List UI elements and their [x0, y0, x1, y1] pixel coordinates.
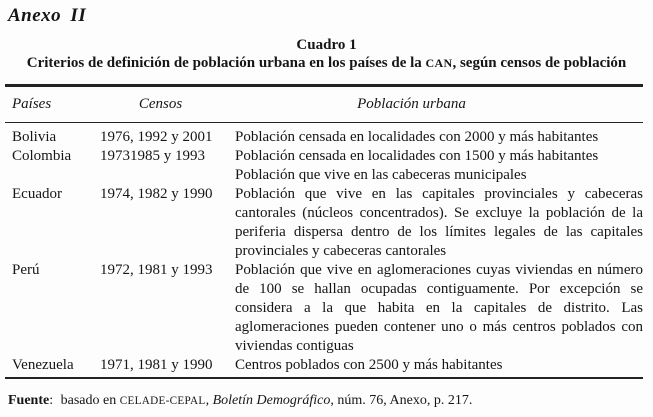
criteria-cell [235, 128, 643, 147]
table-title [0, 55, 653, 72]
criteria-paragraph: Población censada en localidades con 1500 y más habitantes [235, 148, 599, 164]
censuses-cell: 1974, 1982 y 1990 [100, 186, 213, 202]
country-cell: Bolivia [12, 129, 57, 145]
criteria-paragraph: Población que vive en aglomeraciones cuyas viviendas en número de 100 se hallan ocupadas contiguamente. Por excepción se considera a la que habita en la capitales de distrito. Las aglomeraciones pueden contener uno o más centros poblados con viviendas contiguas [235, 262, 643, 354]
table-row-venezuela [5, 356, 643, 375]
source-label: Fuente [8, 393, 50, 408]
table-title-prefix: Criterios de definición de población urbana en los países de la [26, 55, 426, 71]
criteria-cell [235, 261, 643, 356]
table-row-bolivia [5, 128, 643, 147]
table-row-colombia [5, 147, 643, 185]
annex-title: Anexo II [8, 5, 87, 26]
criteria-cell [235, 185, 643, 261]
censuses-cell: 1976, 1992 y 2001 [100, 129, 213, 145]
table-row-peru [5, 261, 643, 356]
column-header-censos: Censos [138, 96, 183, 112]
column-header-paises: Países [12, 96, 52, 112]
censuses-cell: 1971, 1981 y 1990 [100, 357, 213, 373]
country-cell: Ecuador [12, 186, 62, 202]
criteria-cell [235, 147, 643, 185]
criteria-table [5, 84, 643, 379]
country-cell: Perú [12, 262, 40, 278]
table-header-row [5, 87, 643, 123]
source-publication: Boletín Demográfico [212, 393, 331, 408]
source-comma: , [205, 393, 213, 408]
criteria-paragraph: Centros poblados con 2500 y más habitantes [235, 357, 503, 373]
table-title-suffix: , según censos de población [452, 55, 627, 71]
country-cell: Venezuela [12, 357, 74, 373]
criteria-paragraph: Población censada en localidades con 2000 y más habitantes [235, 129, 599, 145]
source-text-after: , núm. 76, Anexo, p. 217. [330, 393, 473, 408]
table-title-acronym: CAN [425, 56, 453, 70]
country-cell: Colombia [12, 148, 72, 164]
censuses-cell: 1972, 1981 y 1993 [100, 262, 213, 278]
source-organization: CELADE-CEPAL [119, 395, 206, 407]
table-row-ecuador [5, 185, 643, 261]
column-header-poblacion-urbana: Población urbana [357, 96, 466, 112]
criteria-paragraph: Población que vive en las cabeceras municipales [235, 167, 527, 183]
table-caption-label: Cuadro 1 [296, 37, 357, 53]
source-note [8, 392, 472, 410]
source-separator: : [49, 393, 57, 408]
criteria-cell [235, 356, 643, 375]
criteria-paragraph: Población que vive en las capitales provinciales y cabeceras cantorales (núcleos concentrados). Se excluye la población de la periferia dispersa dentro de los límites legales de las capitales provinciales y cabeceras cantorales [235, 186, 643, 259]
table-body [5, 123, 643, 377]
source-text-before: basado en [60, 393, 120, 408]
censuses-cell: 19731985 y 1993 [100, 148, 205, 164]
